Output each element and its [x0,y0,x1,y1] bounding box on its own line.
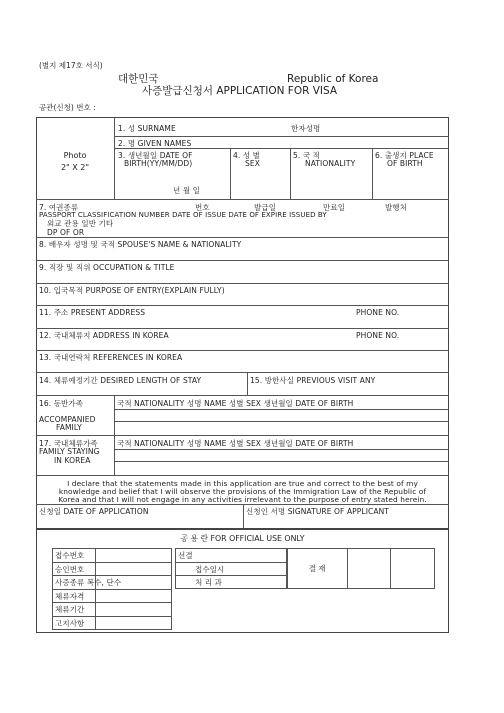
passport-class-english: DP OF OR [47,228,85,237]
dob-ymd-label: 년 월 일 [173,186,201,195]
declaration-line-1: I declare that the statements made in this application are true and correct to the best of my [67,479,418,488]
staying-family-label-3: IN KOREA [54,456,91,465]
spouse-label: 8. 배우자 성명 및 국적 SPOUSE'S NAME & NATIONALITY [39,240,242,249]
official-use-heading: 공 용 란 FOR OFFICIAL USE ONLY [180,534,305,543]
date-of-application-label: 신청일 DATE OF APPLICATION [39,507,149,516]
passport-class-korean: 외교 관용 일반 기타 [47,219,114,228]
official-processing-dept: 처 리 과 [195,578,223,587]
place-of-birth-label-2: OF BIRTH [387,159,423,168]
official-notice: 고지사항 [55,619,85,628]
surname-label: 1. 성 SURNAME [118,124,176,133]
application-number-label: 공관(신청) 번호 : [39,103,96,112]
official-status: 체류자격 [55,592,85,601]
phone-no-label-1: PHONE NO. [356,308,400,317]
accompanied-family-columns: 국적 NATIONALITY 성명 NAME 성별 SEX 생년월일 DATE OF BIRTH [117,399,354,408]
passport-expire-date-label: 만료일 [323,203,346,212]
nationality-label-1: 5. 국 적 [293,151,321,160]
staying-family-columns: 국적 NATIONALITY 성명 NAME 성별 SEX 생년월일 DATE OF BIRTH [117,439,354,448]
passport-number-label: 번호 [195,203,210,212]
korea-address-label: 12. 국내체류지 ADDRESS IN KOREA [39,331,169,340]
declaration-line-2: knowledge and belief that I will observe the provisions of the Immigration Law of the Republic of [58,487,427,496]
accompanied-label-1: 16. 동반가족 [39,399,84,408]
length-of-stay-label: 14. 체류예정기간 DESIRED LENGTH OF STAY [39,376,202,385]
form-subtitle: 사증발급신청서 APPLICATION FOR VISA [142,85,338,97]
given-names-label: 2. 명 GIVEN NAMES [118,139,192,148]
declaration-line-3: Korea and that I will not engage in any activities irrelevant to the purpose of entry stated herein. [58,495,427,504]
official-approval-label: 결 재 [308,564,326,573]
accompanied-label-2: ACCOMPANIED [39,415,96,424]
passport-type-label: 7. 여권종류 [39,203,79,212]
sex-label-2: SEX [245,159,260,168]
nationality-label-2: NATIONALITY [305,159,356,168]
occupation-label: 9. 직장 및 직위 OCCUPATION & TITLE [39,263,175,272]
hanja-name-label: 한자성명 [291,124,321,133]
signature-label: 신청인 서명 SIGNATURE OF APPLICANT [246,507,389,516]
references-label: 13. 국내연락처 REFERENCES IN KOREA [39,353,183,362]
previous-visit-label: 15. 방한사실 PREVIOUS VISIT ANY [250,376,376,385]
passport-header-english: PASSPORT CLASSIFICATION NUMBER DATE OF ISSUE DATE OF EXPIRE ISSUED BY [39,211,327,219]
official-receipt-datetime: 접수일시 [195,565,225,574]
photo-size: 2" X 2" [60,163,90,172]
photo-label: Photo [63,151,87,160]
application-form-frame [36,117,449,529]
official-visa-type: 사증종류 복수, 단수 [55,578,122,587]
official-receipt-no: 접수번호 [55,551,85,560]
passport-issue-date-label: 발급일 [254,203,277,212]
official-period: 체류기간 [55,605,85,614]
form-code: (별지 제17호 서식) [39,61,103,70]
official-approval-no: 승인번호 [55,565,85,574]
phone-no-label-2: PHONE NO. [356,331,400,340]
purpose-label: 10. 입국목적 PURPOSE OF ENTRY(EXPLAIN FULLY) [39,286,225,295]
passport-issued-by-label: 발행처 [385,203,408,212]
dob-label-1: 3. 생년월일 DATE OF [118,151,193,160]
staying-family-label-2: FAMILY STAYING [39,447,100,456]
title-korean: 대한민국 [118,73,159,85]
staying-family-label-1: 17. 국내체류가족 [39,439,98,448]
title-english: Republic of Korea [287,73,379,85]
official-prior-decision: 선결 [178,551,193,560]
accompanied-label-3: FAMILY [56,423,82,432]
place-of-birth-label-1: 6. 출생지 PLACE [375,151,434,160]
sex-label-1: 4. 성 별 [233,151,261,160]
present-address-label: 11. 주소 PRESENT ADDRESS [39,308,146,317]
dob-label-2: BIRTH(YY/MM/DD) [124,159,193,168]
